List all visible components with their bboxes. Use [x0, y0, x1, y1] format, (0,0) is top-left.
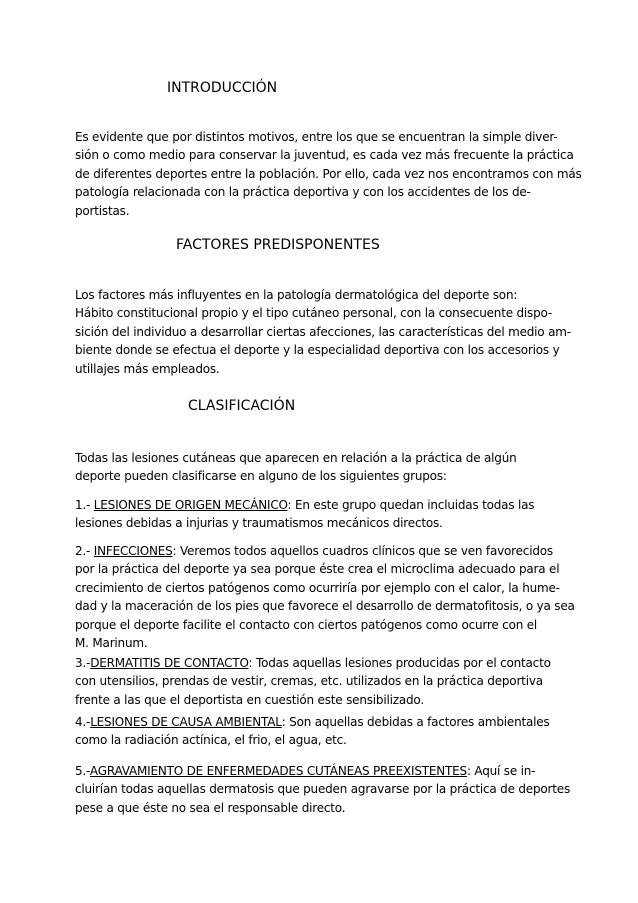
- text-line: cluirían todas aquellas dermatosis que pueden agravarse por la práctica de deportes: [75, 782, 571, 797]
- list-item-causa-ambiental: [75, 713, 585, 750]
- item-term: DERMATITIS DE CONTACTO: [90, 656, 249, 670]
- heading-clasificacion: CLASIFICACIÓN: [188, 398, 296, 414]
- paragraph-clasificacion-intro: [75, 449, 585, 486]
- item-text: : Son aquellas debidas a factores ambientales: [281, 715, 550, 729]
- text-line: Todas las lesiones cutáneas que aparecen en relación a la práctica de algún: [75, 451, 517, 465]
- text-line: [75, 496, 585, 514]
- text-line: crecimiento de ciertos patógenos como ocurriría por ejemplo con el calor, la hume-: [75, 580, 560, 595]
- text-line: [75, 713, 585, 731]
- item-term: INFECCIONES: [93, 544, 173, 558]
- text-line: porque el deporte facilite el contacto con ciertos patógenos como ocurre con el: [75, 617, 538, 632]
- text-line: lesiones debidas a injurias y traumatismos mecánicos directos.: [75, 516, 443, 531]
- item-number: 5.-: [75, 764, 90, 778]
- list-item-dermatitis-contacto: [75, 654, 585, 709]
- text-line: frente a las que el deportista en cuestión este sensibilizado.: [75, 692, 424, 707]
- list-item-lesiones-mecanicas: [75, 496, 585, 533]
- text-line: sición del individuo a desarrollar ciertas afecciones, las características del medio am-: [75, 324, 571, 339]
- item-term: LESIONES DE ORIGEN MECÁNICO: [93, 498, 288, 512]
- item-number: 3.-: [75, 656, 91, 670]
- list-item-infecciones: [75, 542, 585, 652]
- text-line: deporte pueden clasificarse en alguno de los siguientes grupos:: [75, 469, 447, 484]
- text-line: como la radiación actínica, el frio, el agua, etc.: [75, 733, 347, 748]
- text-line: por la práctica del deporte ya sea porque éste crea el microclima adecuado para el: [75, 562, 560, 577]
- paragraph-introduccion: [75, 128, 585, 220]
- text-line: [75, 762, 585, 780]
- heading-introduccion: INTRODUCCIÓN: [167, 80, 278, 96]
- item-text: : Veremos todos aquellos cuadros clínicos que se ven favorecidos: [172, 544, 553, 558]
- list-item-enfermedades-preexistentes: [75, 762, 585, 817]
- item-text: : En este grupo quedan incluidas todas las: [287, 498, 535, 512]
- text-line: M. Marinum.: [75, 636, 148, 651]
- item-text: : Todas aquellas lesiones producidas por el contacto: [248, 656, 551, 670]
- text-line: de diferentes deportes entre la población. Por ello, cada vez nos encontramos con más: [75, 166, 582, 181]
- paragraph-factores: [75, 286, 585, 378]
- text-line: [75, 654, 585, 672]
- text-line: Es evidente que por distintos motivos, entre los que se encuentran la simple diver-: [75, 130, 558, 144]
- text-line: utillajes más empleados.: [75, 361, 220, 376]
- item-number: 1.-: [75, 498, 94, 512]
- item-text: : Aquí se in-: [466, 764, 536, 778]
- text-line: Hábito constitucional propio y el tipo cutáneo personal, con la consecuente dispo-: [75, 306, 553, 321]
- text-line: con utensilios, prendas de vestir, cremas, etc. utilizados en la práctica deportiva: [75, 674, 543, 689]
- item-term: AGRAVAMIENTO DE ENFERMEDADES CUTÁNEAS PREEXISTENTES: [89, 764, 467, 778]
- text-line: portistas.: [75, 203, 130, 218]
- text-line: sión o como medio para conservar la juventud, es cada vez más frecuente la práctica: [75, 148, 574, 163]
- heading-factores-predisponentes: FACTORES PREDISPONENTES: [176, 237, 380, 253]
- text-line: biente donde se efectua el deporte y la especialidad deportiva con los accesorios y: [75, 343, 560, 358]
- item-term: LESIONES DE CAUSA AMBIENTAL: [90, 715, 282, 729]
- text-line: pese a que éste no sea el responsable directo.: [75, 800, 346, 815]
- text-line: patología relacionada con la práctica deportiva y con los accidentes de los de-: [75, 185, 531, 200]
- text-line: dad y la maceración de los pies que favorece el desarrollo de dermatofitosis, o ya sea: [75, 599, 575, 614]
- text-line: Los factores más influyentes en la patología dermatológica del deporte son:: [75, 288, 518, 302]
- item-number: 2.-: [75, 544, 94, 558]
- text-line: [75, 542, 585, 560]
- item-number: 4.-: [75, 715, 91, 729]
